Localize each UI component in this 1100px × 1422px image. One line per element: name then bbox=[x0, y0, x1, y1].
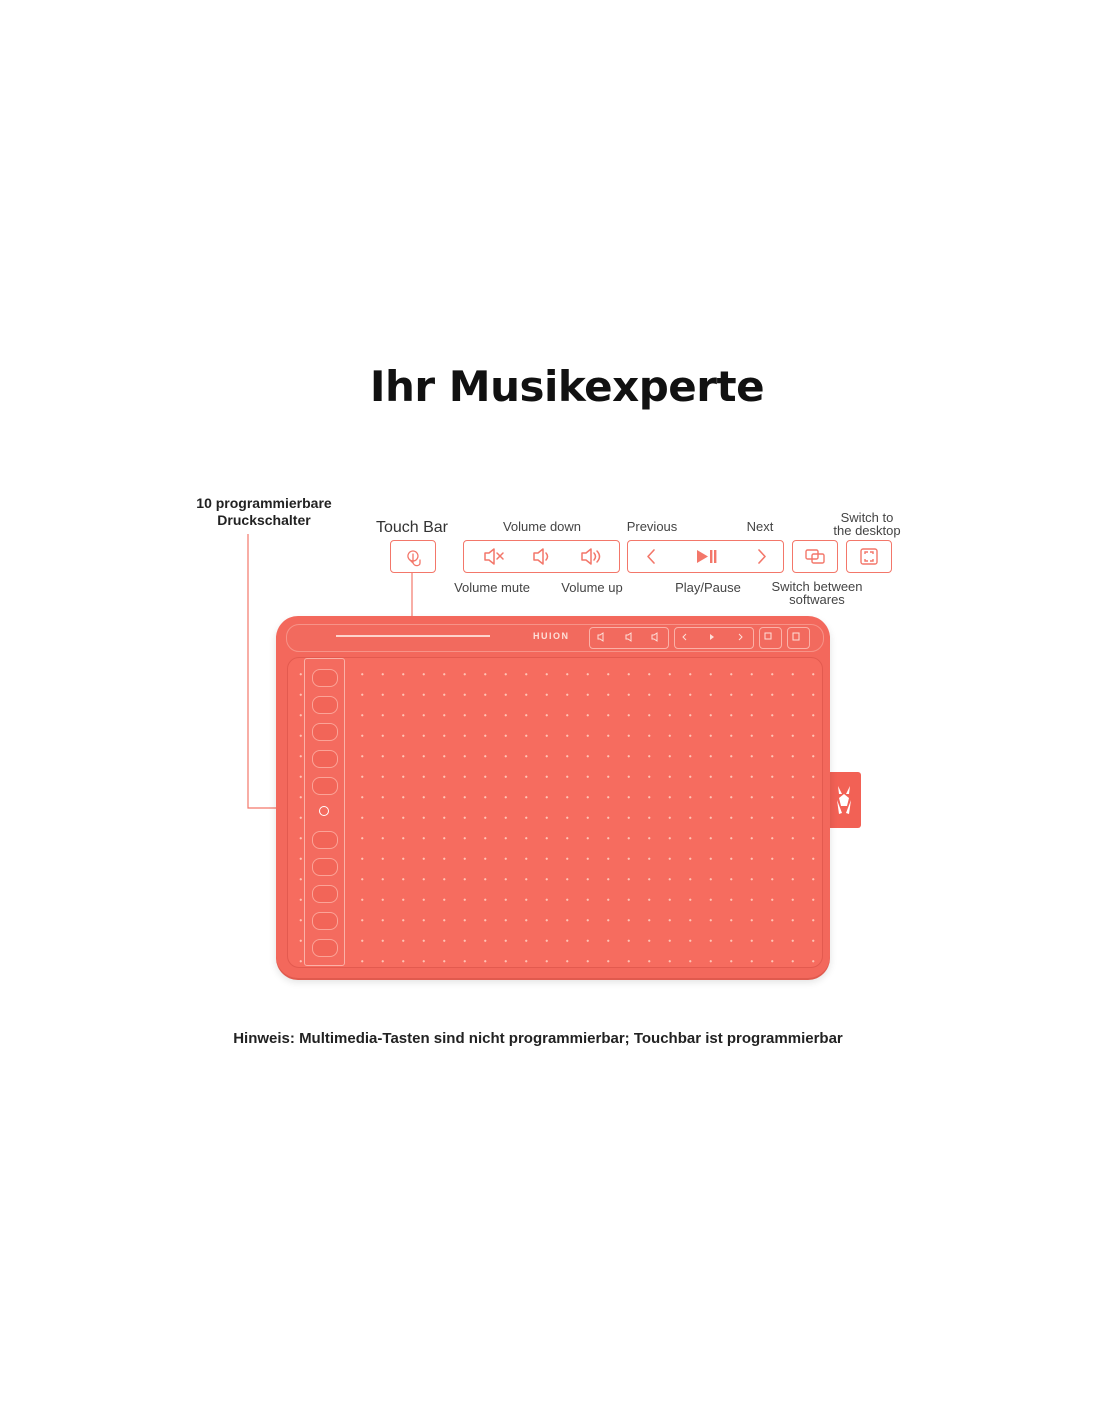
express-keys-column bbox=[304, 658, 345, 966]
tablet-tab bbox=[830, 772, 861, 828]
switch-software-line1: Switch between bbox=[771, 579, 863, 594]
switch-software-line2: softwares bbox=[789, 592, 845, 607]
page-title: Ihr Musikexperte bbox=[369, 362, 765, 411]
switch-software-icon bbox=[793, 541, 837, 572]
status-indicator bbox=[319, 806, 329, 816]
express-key bbox=[312, 939, 338, 957]
express-key bbox=[312, 912, 338, 930]
volume-key-group bbox=[463, 540, 620, 573]
switch-desktop-line1: Switch to bbox=[840, 510, 894, 525]
keys-callout-line1: 10 programmierbare bbox=[196, 495, 332, 511]
volume-down-label: Volume down bbox=[502, 519, 582, 534]
switch-desktop-label bbox=[824, 511, 910, 537]
note-text: Hinweis: Multimedia-Tasten sind nicht programmierbar; Touchbar ist programmierbar bbox=[233, 1030, 843, 1047]
express-key bbox=[312, 723, 338, 741]
next-icon bbox=[759, 550, 765, 563]
switch-desktop-line2: the desktop bbox=[833, 523, 901, 538]
express-key bbox=[312, 858, 338, 876]
express-key bbox=[312, 831, 338, 849]
touch-strip bbox=[336, 635, 490, 637]
volume-down-icon bbox=[534, 549, 548, 564]
switch-desktop-key bbox=[846, 540, 892, 573]
tablet-key-glyphs bbox=[589, 627, 809, 647]
media-key-group bbox=[627, 540, 784, 573]
previous-label: Previous bbox=[626, 519, 678, 534]
active-drawing-area bbox=[287, 657, 823, 968]
huion-logo-icon bbox=[830, 772, 861, 828]
express-key bbox=[312, 750, 338, 768]
keys-callout-line2: Druckschalter bbox=[217, 512, 311, 528]
play-pause-icon bbox=[697, 550, 716, 563]
switch-software-label bbox=[764, 580, 870, 606]
express-key bbox=[312, 777, 338, 795]
touch-bar-key bbox=[390, 540, 436, 573]
touch-icon bbox=[391, 541, 435, 572]
brand-wordmark: HUION bbox=[533, 631, 570, 641]
desktop-icon bbox=[847, 541, 891, 572]
play-pause-label: Play/Pause bbox=[675, 580, 741, 595]
touch-bar-label: Touch Bar bbox=[375, 519, 449, 536]
volume-up-label: Volume up bbox=[561, 580, 623, 595]
next-label: Next bbox=[746, 519, 774, 534]
volume-up-icon bbox=[582, 549, 600, 564]
mute-icon bbox=[485, 549, 503, 564]
volume-mute-label: Volume mute bbox=[454, 580, 530, 595]
previous-icon bbox=[648, 550, 654, 563]
keys-callout bbox=[190, 495, 338, 529]
express-key bbox=[312, 696, 338, 714]
express-key bbox=[312, 669, 338, 687]
switch-software-key bbox=[792, 540, 838, 573]
express-key bbox=[312, 885, 338, 903]
